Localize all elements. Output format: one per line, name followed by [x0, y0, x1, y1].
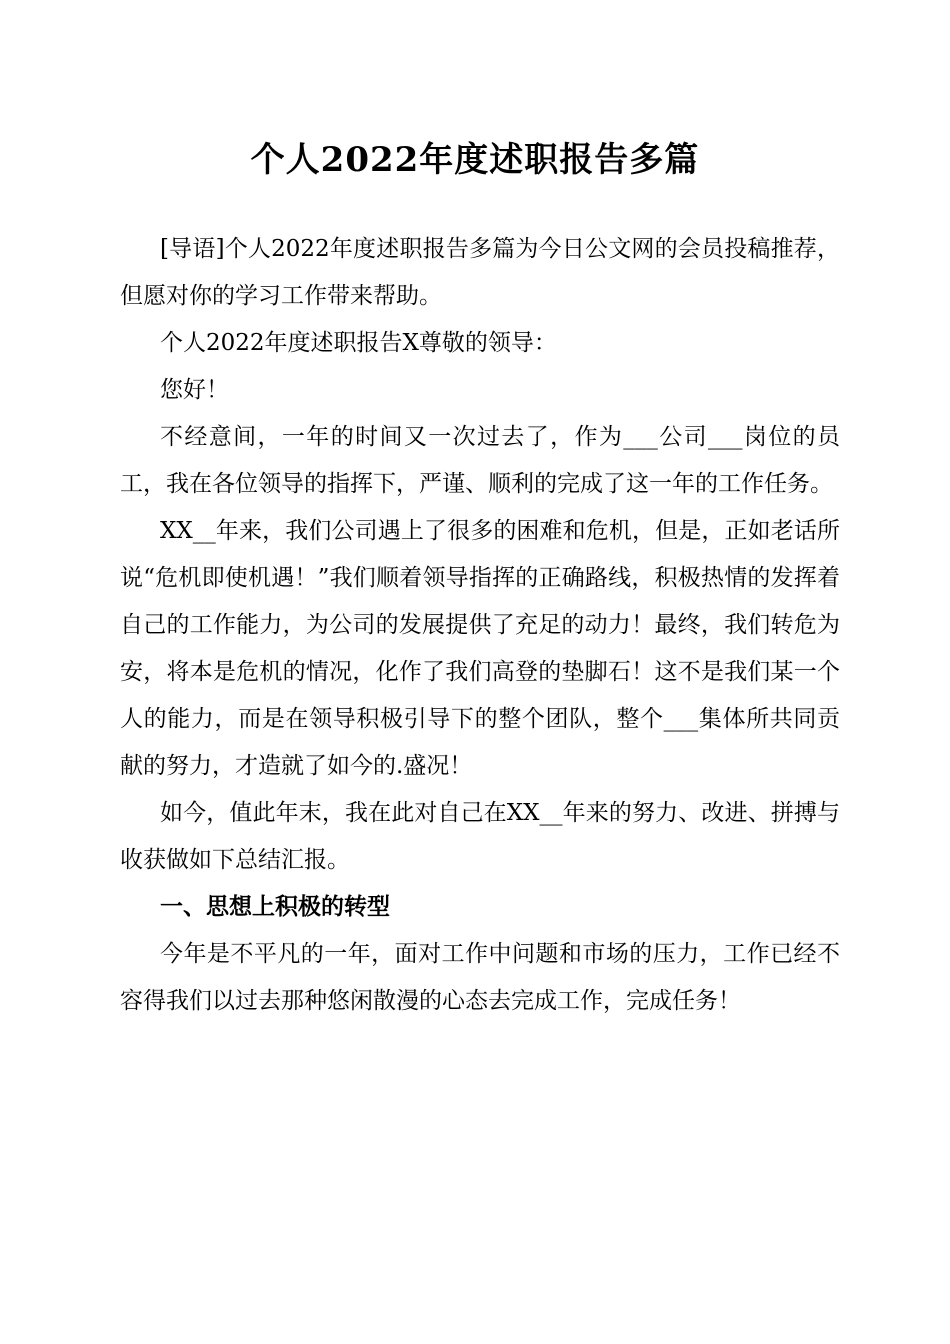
- body-paragraph: 如今，值此年末，我在此对自己在XX__年来的努力、改进、拼搏与收获做如下总结汇报。: [120, 800, 840, 873]
- document-title: 个人2022年度述职报告多篇: [250, 140, 700, 180]
- document-body: [120, 226, 840, 1025]
- section-paragraph: 今年是不平凡的一年，面对工作中问题和市场的压力，工作已经不容得我们以过去那种悠闲散漫的心态去完成工作，完成任务！: [120, 941, 840, 1014]
- greeting-paragraph: 您好！: [160, 377, 229, 403]
- section-heading: 一、思想上积极的转型: [160, 894, 390, 920]
- report-title-line: 个人2022年度述职报告X尊敬的领导：: [160, 330, 557, 356]
- body-paragraph: 不经意间，一年的时间又一次过去了，作为___公司___岗位的员工，我在各位领导的指挥下，严谨、顺利的完成了这一年的工作任务。: [120, 424, 840, 497]
- body-paragraph: XX__年来，我们公司遇上了很多的困难和危机，但是，正如老话所说“危机即使机遇！”我们顺着领导指挥的正确路线，积极热情的发挥着自己的工作能力，为公司的发展提供了充足的动力！最终，我们转危为安，将本是危机的情况，化作了我们高登的垫脚石！这不是我们某一个人的能力，而是在领导积极引导下的整个团队，整个___集体所共同贡献的努力，才造就了如今的.盛况！: [120, 518, 840, 779]
- intro-paragraph: [导语]个人2022年度述职报告多篇为今日公文网的会员投稿推荐，但愿对你的学习工作带来帮助。: [120, 236, 840, 309]
